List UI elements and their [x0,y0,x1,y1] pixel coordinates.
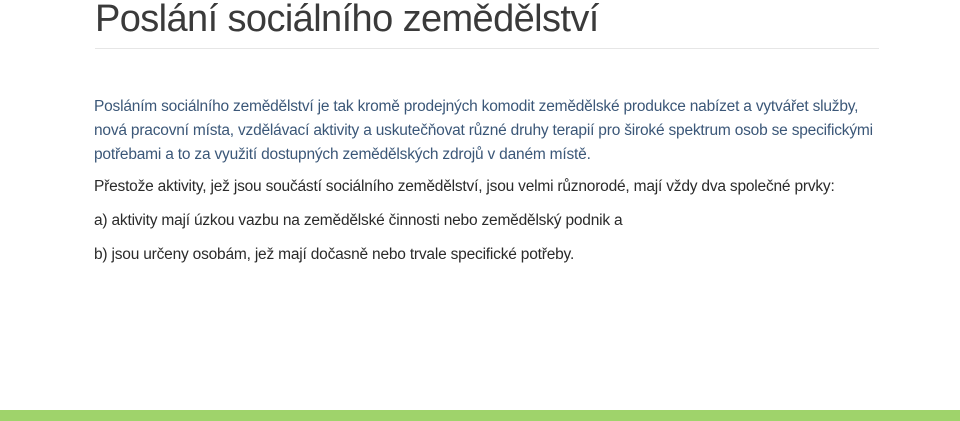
element-a-paragraph: a) aktivity mají úzkou vazbu na zemědělské činnosti nebo zemědělský podnik a [94,212,623,229]
common-elements-paragraph: Přestože aktivity, jež jsou součástí sociálního zemědělství, jsou velmi různorodé, mají vždy dva společné prvky: [94,178,835,195]
intro-paragraph: Posláním sociálního zemědělství je tak kromě prodejných komodit zemědělské produkce nabízet a vytvářet služby, nová pracovní místa, vzdělávací aktivity a uskutečňovat různé druhy terapií pro široké spektrum osob se specifickými potřebami a to za využití dostupných zemědělských zdrojů v daném místě. [94,98,873,163]
element-b-paragraph: b) jsou určeny osobám, jež mají dočasně nebo trvale specifické potřeby. [94,246,575,263]
slide-body [94,95,884,267]
slide-title: Poslání sociálního zemědělství [95,0,599,40]
title-divider [95,48,879,49]
accent-bar [0,410,960,421]
